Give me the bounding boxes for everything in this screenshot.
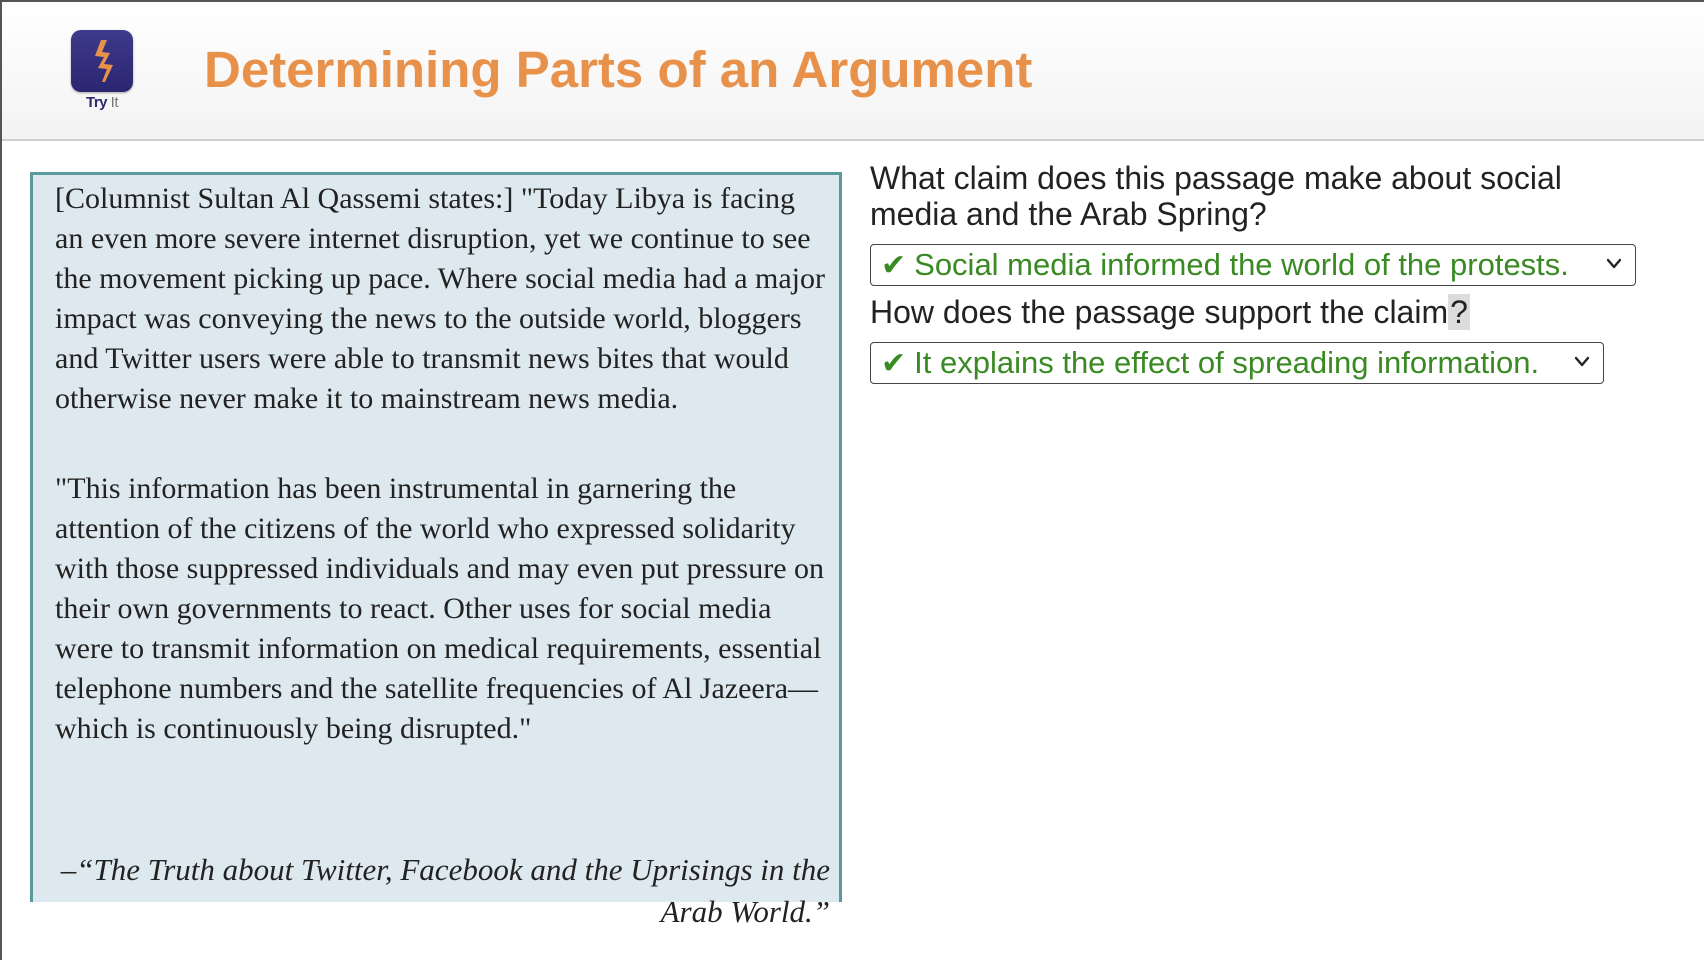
lightning-bolt-icon — [71, 30, 133, 92]
answer-dropdown-2-value: It explains the effect of spreading information. — [914, 345, 1540, 380]
check-icon: ✔ — [881, 248, 907, 282]
logo-caption-bold: Try — [85, 94, 107, 111]
answer-dropdown-2[interactable] — [870, 342, 1604, 384]
logo-caption-light: It — [110, 94, 119, 111]
logo-caption — [68, 94, 136, 111]
passage-paragraph: "This information has been instrumental in garnering the attention of the citizens of the world who expressed solidarity with those suppressed individuals and may even put pressure on their own governments to react. Other uses for social media were to transmit information on medical requirements, essential telephone numbers and the satellite frequencies of Al Jazeera—which is continuously being disrupted." — [55, 472, 825, 745]
question-2-prompt-mark: ? — [1450, 294, 1468, 330]
header-bar — [2, 2, 1704, 141]
check-icon: ✔ — [881, 346, 907, 380]
passage-paragraph: [Columnist Sultan Al Qassemi states:] "Today Libya is facing an even more severe internet disruption, yet we continue to see the movement picking up pace. Where social media had a major impact was conveying the news to the outside world, bloggers and Twitter users were able to transmit news bites that would otherwise never make it to mainstream news media. — [55, 182, 825, 415]
page-title: Determining Parts of an Argument — [204, 41, 1033, 98]
question-2-prompt — [870, 294, 1470, 330]
passage-panel[interactable] — [30, 172, 842, 929]
answer-dropdown-1[interactable] — [870, 244, 1636, 286]
chevron-down-icon — [1605, 257, 1623, 271]
question-2-prompt-text: How does the passage support the claim — [870, 294, 1449, 330]
passage-citation: –“The Truth about Twitter, Facebook and the Uprisings in the Arab World.” — [60, 852, 830, 929]
try-it-logo — [68, 30, 136, 120]
answer-dropdown-1-value: Social media informed the world of the protests. — [914, 247, 1569, 282]
chevron-down-icon — [1573, 355, 1591, 369]
question-1-prompt: What claim does this passage make about social media and the Arab Spring? — [870, 160, 1562, 232]
